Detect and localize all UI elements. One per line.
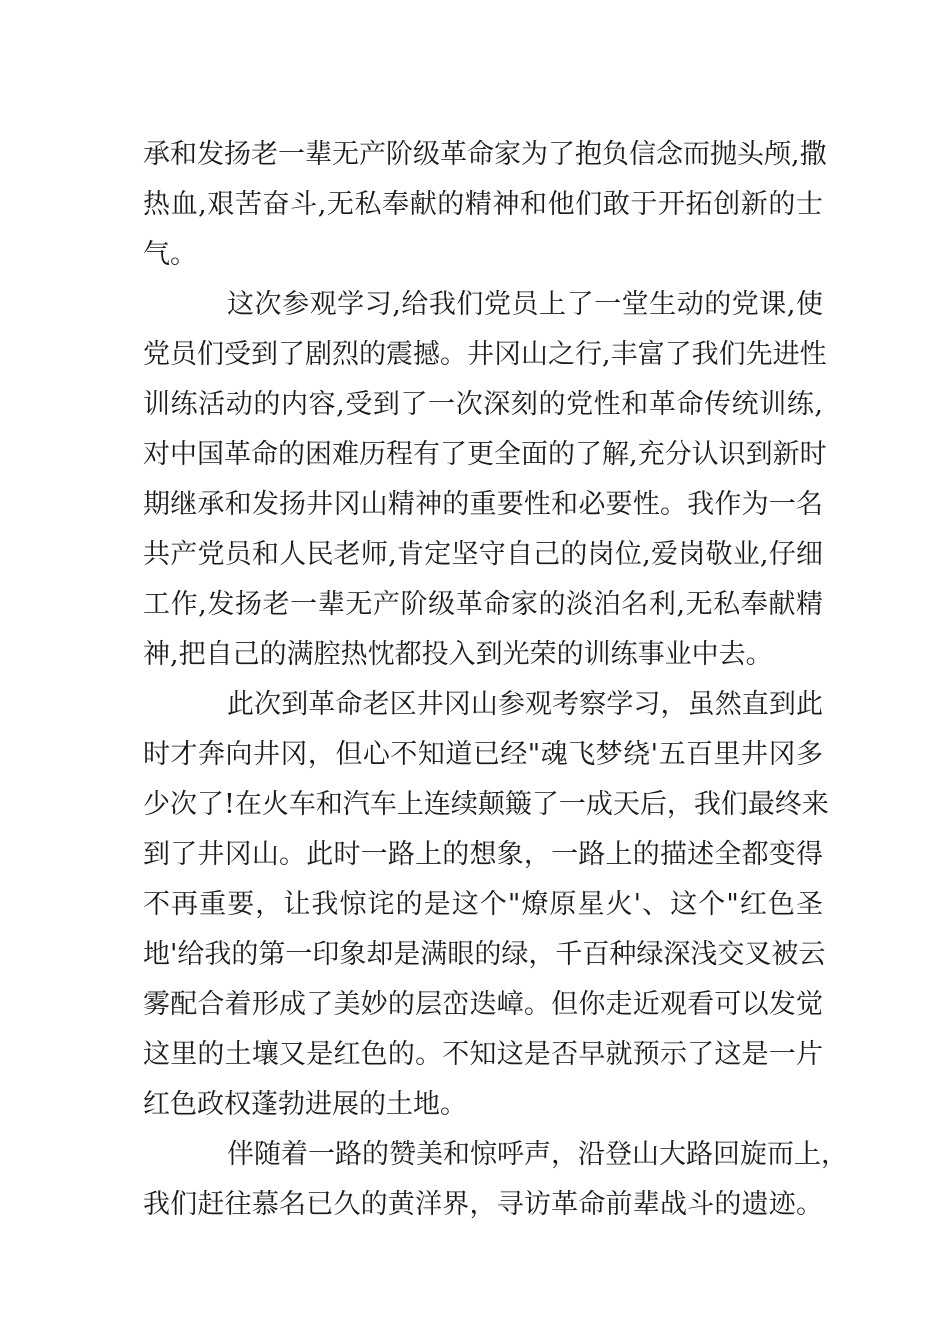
- text-line: 雾配合着形成了美妙的层峦迭嶂。但你走近观看可以发觉: [143, 989, 823, 1020]
- text-line: 党员们受到了剧烈的震撼。井冈山之行,丰富了我们先进性: [143, 339, 827, 370]
- text-line: 到了井冈山。此时一路上的想象，一路上的描述全都变得: [143, 839, 823, 870]
- text-line: 共产党员和人民老师,肯定坚守自己的岗位,爱岗敬业,仔细: [143, 539, 823, 570]
- text-line: 地'给我的第一印象却是满眼的绿，千百种绿深浅交叉被云: [143, 939, 826, 970]
- text-line: 神,把自己的满腔热忱都投入到光荣的训练事业中去。: [143, 639, 773, 670]
- paragraph-first-line: 这次参观学习,给我们党员上了一堂生动的党课,使: [227, 289, 823, 320]
- text-line: 气。: [143, 239, 197, 270]
- text-line: 期继承和发扬井冈山精神的重要性和必要性。我作为一名: [143, 489, 823, 520]
- text-line: 热血,艰苦奋斗,无私奉献的精神和他们敢于开拓创新的士: [143, 189, 823, 220]
- text-line: 这里的土壤又是红色的。不知这是否早就预示了这是一片: [143, 1039, 823, 1070]
- text-line: 时才奔向井冈，但心不知道已经"魂飞梦绕'五百里井冈多: [143, 739, 823, 770]
- text-line: 承和发扬老一辈无产阶级革命家为了抱负信念而抛头颅,撒: [143, 139, 827, 170]
- paragraph-first-line: 此次到革命老区井冈山参观考察学习，虽然直到此: [227, 689, 823, 720]
- text-line: 对中国革命的困难历程有了更全面的了解,充分认识到新时: [143, 439, 827, 470]
- text-line: 红色政权蓬勃进展的土地。: [143, 1089, 467, 1120]
- text-line: 工作,发扬老一辈无产阶级革命家的淡泊名利,无私奉献精: [143, 589, 823, 620]
- text-line: 少次了!在火车和汽车上连续颠簸了一成天后，我们最终来: [143, 789, 829, 820]
- text-line: 不再重要，让我惊诧的是这个"燎原星火'、这个"红色圣: [143, 889, 823, 920]
- paragraph-first-line: 伴随着一路的赞美和惊呼声，沿登山大路回旋而上，: [227, 1139, 848, 1170]
- text-line: 我们赶往慕名已久的黄洋界，寻访革命前辈战斗的遗迹。: [143, 1189, 823, 1220]
- text-line: 训练活动的内容,受到了一次深刻的党性和革命传统训练,: [143, 389, 823, 420]
